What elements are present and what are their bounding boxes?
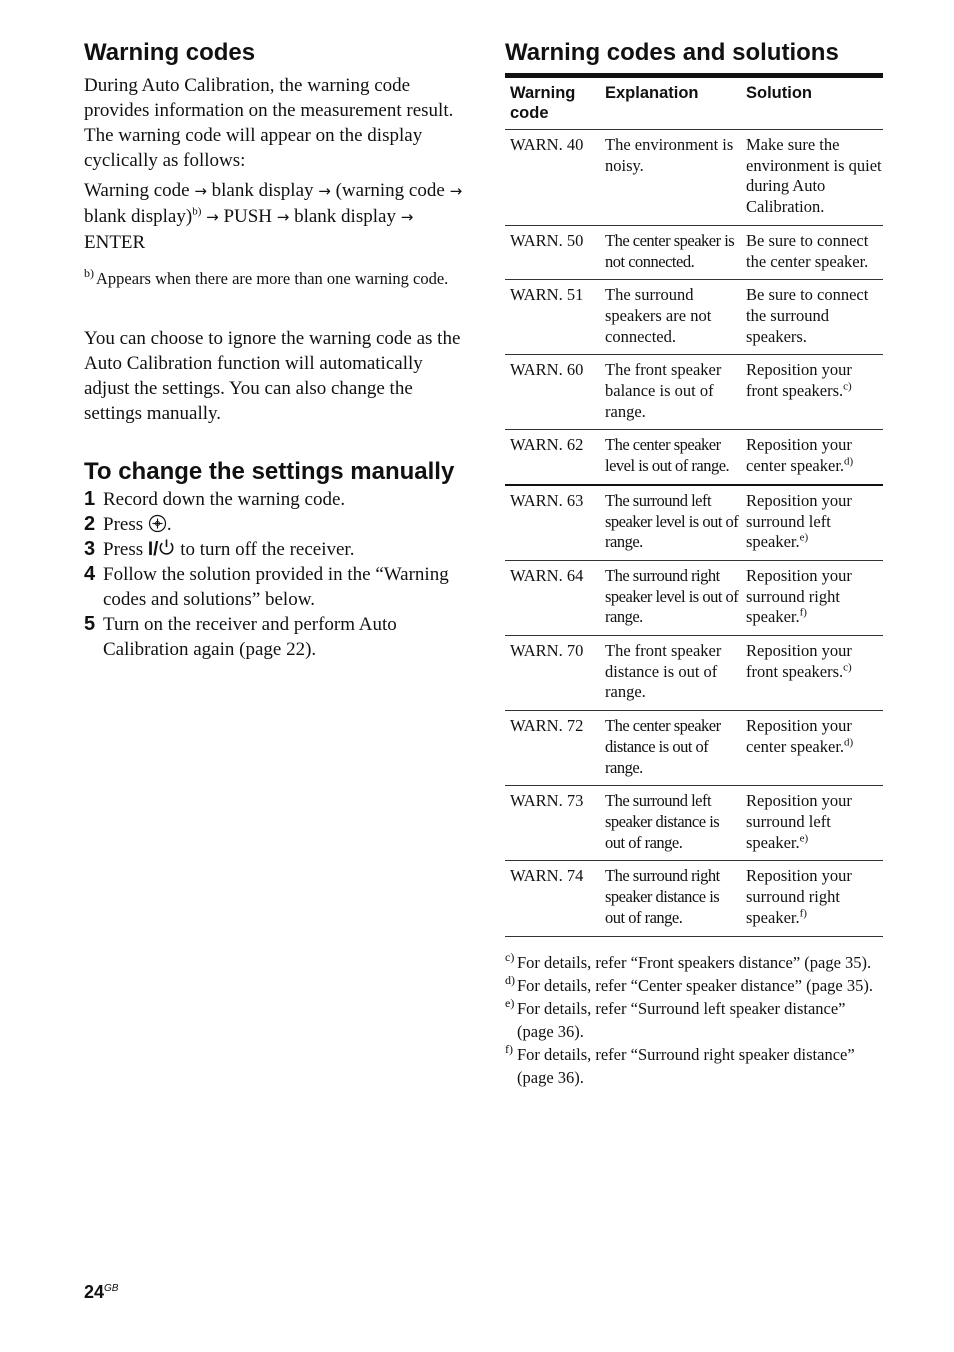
arrow-icon: →: [276, 208, 290, 226]
step-item: 2 Press .: [84, 513, 172, 535]
footnote-d: d) For details, refer “Center speaker distance” (page 35).: [505, 972, 873, 995]
footnote-c: c) For details, refer “Front speakers distance” (page 35).: [505, 949, 872, 972]
change-settings-heading: To change the settings manually: [84, 458, 455, 485]
display-sequence: Warning code → blank display → (warning code → blank display)$^{b)}$ → PUSH → blank display → ENTER: [84, 180, 463, 253]
warning-codes-heading: Warning codes: [84, 39, 256, 66]
left-column: [84, 40, 464, 662]
footnote-ref: c): [843, 380, 852, 393]
right-column: [505, 40, 883, 1089]
footnote-ref: e): [799, 832, 809, 845]
step-item: 4 Follow the solution provided in the “Warning codes and solutions” below.: [84, 563, 449, 610]
enter-button-icon: [148, 514, 167, 533]
table-row: WARN. 73 The surround left speaker distance is out of range. Reposition your surround left speaker.$^{e)}$: [505, 786, 883, 861]
page-number: $24^{GB}$: [84, 1282, 119, 1302]
page-region-suffix: GB: [104, 1283, 119, 1294]
arrow-icon: →: [449, 182, 463, 200]
table-row: WARN. 60 The front speaker balance is out of range. Reposition your front speakers.$^{c)}$: [505, 355, 883, 430]
power-icon: [158, 538, 175, 557]
table-row: WARN. 51 The surround speakers are not connected. Be sure to connect the surround speakers.: [505, 280, 883, 355]
table-row: WARN. 74 The surround right speaker distance is out of range. Reposition your surround right speaker.$^{f)}$: [505, 861, 883, 936]
footnote-ref: e): [799, 531, 809, 544]
footnote-ref: c): [843, 661, 852, 674]
arrow-icon: →: [206, 208, 219, 226]
table-header-row: [505, 78, 883, 130]
table-row: WARN. 63 The surround left speaker level is out of range. Reposition your surround left speaker.$^{e)}$: [505, 485, 883, 561]
ignore-paragraph: You can choose to ignore the warning code as the Auto Calibration function will automatically adjust the settings. You can also change the settings manually.: [84, 328, 461, 424]
footnote-ref: f): [799, 907, 807, 920]
table-row: WARN. 40 The environment is noisy. Make sure the environment is quiet during Auto Calibration.: [505, 130, 883, 226]
warning-codes-table: [505, 78, 883, 937]
table-heading: Warning codes and solutions: [505, 39, 839, 66]
power-label: I/: [147, 539, 159, 560]
intro-paragraph: During Auto Calibration, the warning code provides information on the measurement result. The warning code will appear on the display cyclically as follows:: [84, 75, 454, 171]
arrow-icon: →: [400, 208, 414, 226]
table-row: WARN. 64 The surround right speaker level is out of range. Reposition your surround right speaker.$^{f)}$: [505, 560, 883, 635]
table-row: WARN. 50 The center speaker is not connected. Be sure to connect the center speaker.: [505, 225, 883, 279]
arrow-icon: →: [194, 182, 207, 200]
column-header: Warning code: [510, 84, 576, 122]
footnote-ref: d): [844, 455, 854, 468]
step-item: 3 Press I/ to turn off the receiver.: [84, 538, 355, 560]
column-header: Explanation: [605, 84, 699, 102]
table-footnotes: [505, 951, 883, 1089]
footnote-ref: b): [192, 205, 202, 218]
footnote-f: f) For details, refer “Surround right speaker distance” (page 36).: [505, 1041, 855, 1087]
table-row: WARN. 62 The center speaker level is out of range. Reposition your center speaker.$^{d)}$: [505, 430, 883, 485]
footnote-ref: f): [799, 606, 807, 619]
step-item: 1 Record down the warning code.: [84, 488, 346, 510]
step-item: 5 Turn on the receiver and perform Auto Calibration again (page 22).: [84, 613, 397, 660]
arrow-icon: →: [318, 182, 331, 200]
footnote-ref: d): [844, 736, 854, 749]
footnote-b: b) Appears when there are more than one warning code.: [84, 266, 449, 288]
table-row: WARN. 70 The front speaker distance is out of range. Reposition your front speakers.$^{c)}$: [505, 636, 883, 711]
column-header: Solution: [746, 84, 812, 102]
table-row: WARN. 72 The center speaker distance is out of range. Reposition your center speaker.$^{d)}$: [505, 711, 883, 786]
footnote-e: e) For details, refer “Surround left speaker distance” (page 36).: [505, 995, 846, 1041]
steps-list: [84, 487, 464, 662]
